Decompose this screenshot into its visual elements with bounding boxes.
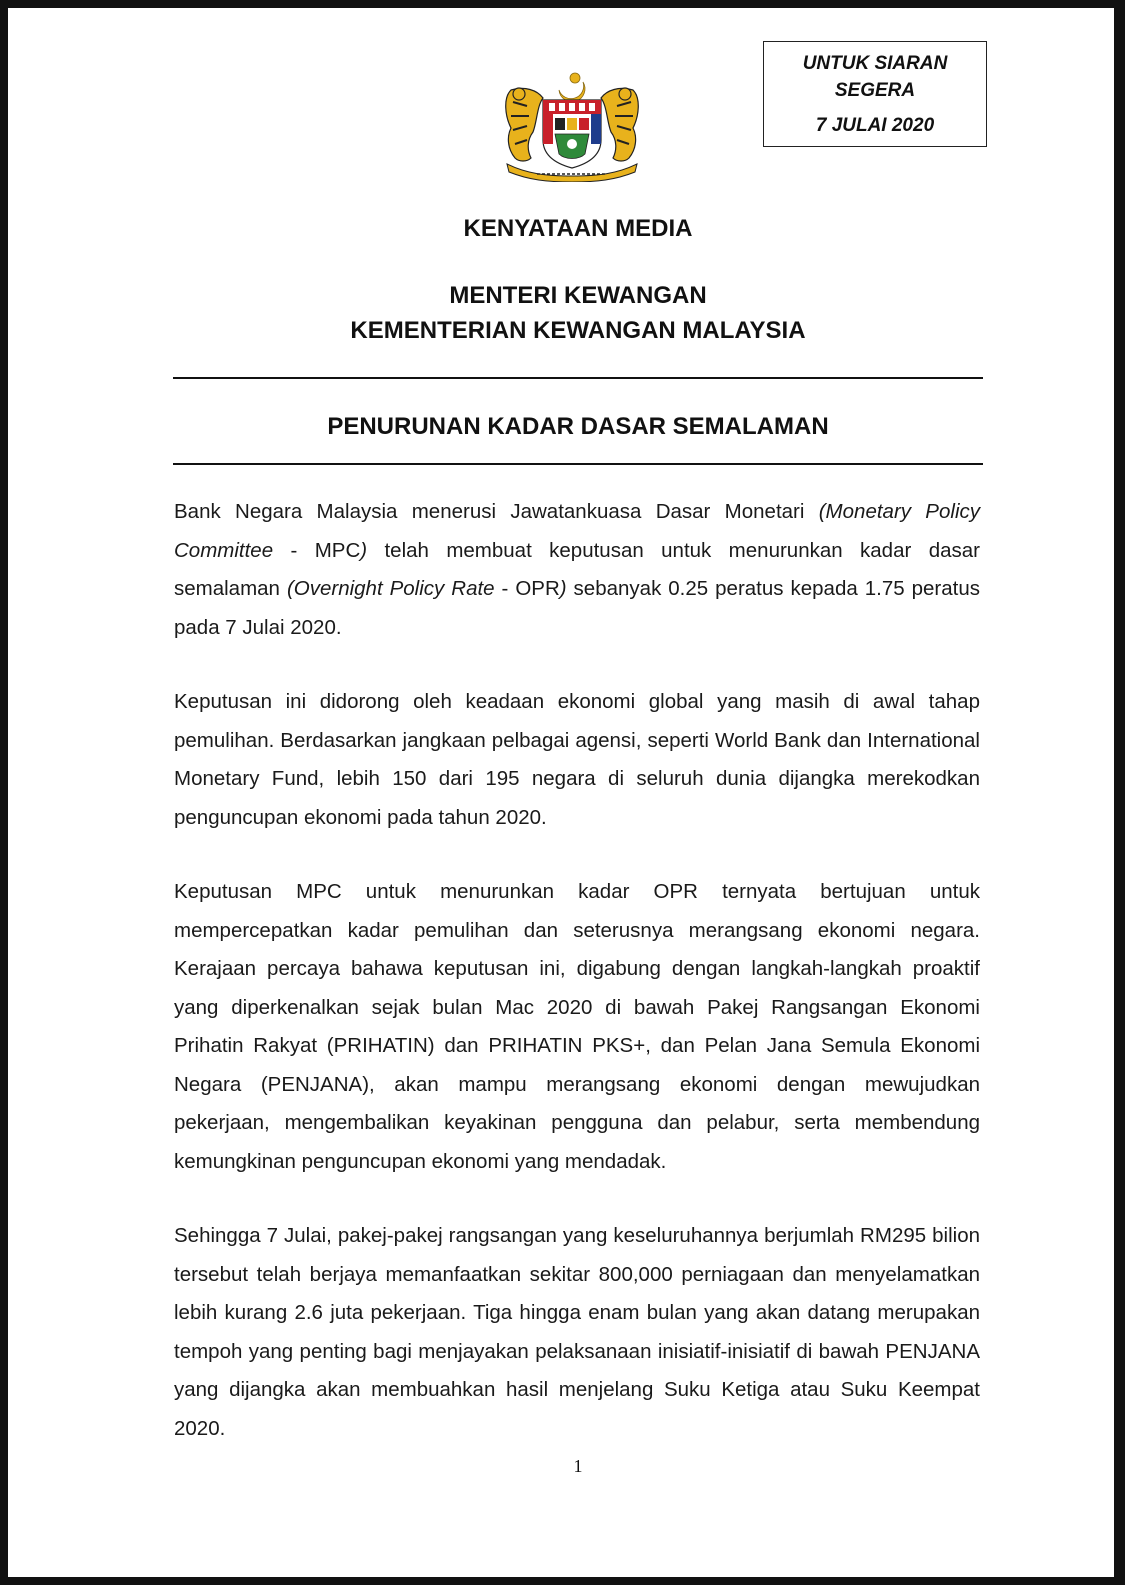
document-page: [8, 8, 1114, 1577]
italic-term: ): [360, 538, 368, 562]
paragraph-text: Keputusan MPC untuk menurunkan kadar OPR ternyata bertujuan untuk mempercepatkan kadar pemulihan dan seterusnya merangsang ekonomi negara. Kerajaan percaya bahawa keputusan ini, digabung dengan langkah-langkah proaktif yang diperkenalkan sejak bulan Mac 2020 di bawah Pakej Rangsangan Ekonomi Prihatin Rakyat (PRIHATIN) dan PRIHATIN PKS+, dan Pelan Jana Semula Ekonomi Negara (PENJANA), akan mampu merangsang ekonomi dengan mewujudkan pekerjaan, mengembalikan keyakinan pengguna dan pelabur, serta membendung kemungkinan penguncupan ekonomi yang mendadak.: [174, 880, 980, 1173]
malaysia-coat-of-arms-icon: [497, 70, 647, 182]
paragraph-3: [174, 873, 980, 1181]
paragraph-text: - OPR: [494, 577, 560, 600]
italic-term: ): [559, 577, 567, 600]
release-date: 7 JULAI 2020: [815, 115, 935, 136]
author-title-line-2: KEMENTERIAN KEWANGAN MALAYSIA: [350, 317, 806, 344]
press-release-title: PENURUNAN KADAR DASAR SEMALAMAN: [327, 413, 829, 440]
paragraph-1: [174, 493, 980, 647]
title-rule-top: [173, 377, 983, 379]
release-line-1: UNTUK SIARAN: [802, 53, 948, 74]
paragraph-text: Keputusan ini didorong oleh keadaan ekonomi global yang masih di awal tahap pemulihan. Berdasarkan jangkaan pelbagai agensi, seperti World Bank dan International Monetary Fund, lebih 150 dari 195 negara di seluruh dunia dijangka merekodkan penguncupan ekonomi pada tahun 2020.: [174, 690, 980, 829]
italic-term: (Monetary Policy Committee: [174, 500, 980, 562]
paragraph-text: sebanyak 0.25 peratus kepada 1.75 peratus pada 7 Julai 2020.: [174, 577, 980, 639]
italic-term: (Overnight Policy Rate: [286, 577, 495, 600]
author-title-line-1: MENTERI KEWANGAN: [449, 282, 707, 309]
document-type-heading: KENYATAAN MEDIA: [463, 215, 693, 242]
paragraph-text: Sehingga 7 Julai, pakej-pakej rangsangan yang keseluruhannya berjumlah RM295 bilion tersebut telah berjaya memanfaatkan sekitar 800,000 perniagaan dan menyelamatkan lebih kurang 2.6 juta pekerjaan. Tiga hingga enam bulan yang akan datang merupakan tempoh yang penting bagi menjayakan pelaksanaan inisiatif-inisiatif di bawah PENJANA yang dijangka akan membuahkan hasil menjelang Suku Ketiga atau Suku Keempat 2020.: [174, 1224, 980, 1440]
paragraph-text: Bank Negara Malaysia menerusi Jawatankuasa Dasar Monetari: [174, 500, 819, 523]
title-rule-bottom: [173, 463, 983, 465]
release-line-2: SEGERA: [834, 80, 916, 101]
paragraph-text: telah membuat keputusan untuk menurunkan kadar dasar semalaman: [174, 538, 980, 600]
paragraph-4: [174, 1217, 980, 1448]
paragraph-2: [174, 683, 980, 837]
release-notice-box: [763, 41, 987, 147]
paragraph-text: - MPC: [273, 538, 361, 562]
page-number: 1: [573, 1456, 583, 1476]
